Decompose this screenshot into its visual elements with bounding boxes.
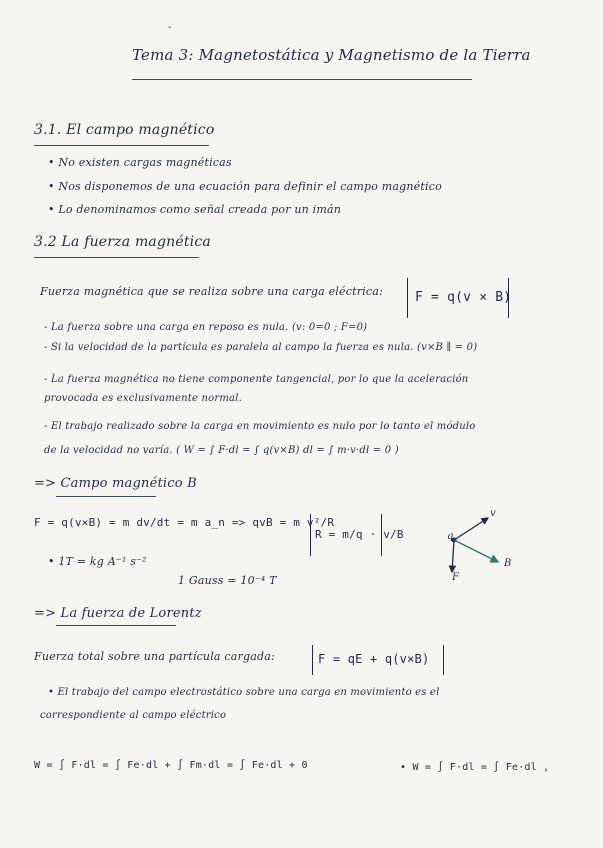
diagram-b-label: B [504, 558, 512, 569]
radius-formula: R = m/q · v/B [315, 528, 404, 541]
s32-bullet-2: - Si la velocidad de la partícula es paralela al campo la fuerza es nula. (v×B ∥ = 0) [44, 342, 478, 353]
s32-bullet-4: - El trabajo realizado sobre la carga en movimiento es nulo por lo tanto el módulo [44, 421, 476, 432]
lorentz-bullet-1b: correspondiente al campo eléctrico [40, 710, 227, 721]
gauss-conversion: 1 Gauss = 10⁻⁴ T [178, 574, 277, 587]
s31-bullet-2: • Nos disponemos de una ecuación para definir el campo magnético [48, 180, 442, 193]
s32-bullet-1: - La fuerza sobre una carga en reposo es nula. (v: 0=0 ; F=0) [44, 322, 368, 333]
force-diagram [430, 500, 540, 590]
velocity-arrow [454, 518, 488, 540]
lorentz-work-equation-2: • W = ∫ F·dl = ∫ Fe·dl , [400, 762, 550, 773]
lorentz-work-equation: W = ∫ F·dl = ∫ Fe·dl + ∫ Fm·dl = ∫ Fe·dl + 0 [34, 760, 308, 771]
diagram-f-label: F [452, 572, 460, 583]
force-arrow [452, 540, 454, 572]
tesla-units: • 1T = kg A⁻¹ s⁻² [48, 555, 147, 568]
section-3-2-underline [34, 257, 199, 258]
force-formula: F = q(v × B) [415, 290, 512, 305]
s32-bullet-3: - La fuerza magnética no tiene componente tangencial, por lo que la aceleración [44, 374, 469, 385]
s32-bullet-4b: de la velocidad no varía. ( W = ∫ F·dl = ∫ q(v×B) dl = ∫ m·v·dl = 0 ) [44, 445, 399, 456]
lorentz-underline [56, 625, 176, 626]
section-3-1-heading: 3.1. El campo magnético [34, 122, 215, 138]
diagram-q-label: q [447, 531, 454, 542]
section-3-1-underline [34, 145, 209, 146]
s32-intro: Fuerza magnética que se realiza sobre una carga eléctrica: [40, 285, 383, 298]
s31-bullet-3: • Lo denominamos como señal creada por un imán [48, 203, 342, 216]
lorentz-formula: F = qE + q(v×B) [318, 652, 430, 666]
lorentz-intro: Fuerza total sobre una partícula cargada: [34, 650, 275, 663]
header-mark: - [168, 22, 172, 33]
campo-heading: => Campo magnético B [34, 476, 197, 491]
diagram-v-label: v [490, 508, 496, 519]
page-title: Tema 3: Magnetostática y Magnetismo de la Tierra [132, 46, 531, 64]
campo-equation: F = q(v×B) = m dv/dt = m a_n => qvB = m v²/R [34, 516, 335, 529]
section-3-2-heading: 3.2 La fuerza magnética [34, 234, 211, 250]
lorentz-bullet-1: • El trabajo del campo electrostático sobre una carga en movimiento es el [48, 687, 440, 698]
title-underline [132, 79, 472, 80]
s31-bullet-1: • No existen cargas magnéticas [48, 156, 232, 169]
lorentz-heading: => La fuerza de Lorentz [34, 606, 202, 621]
s32-bullet-3b: provocada es exclusivamente normal. [44, 393, 242, 404]
field-arrow [454, 540, 498, 562]
campo-underline [56, 496, 156, 497]
